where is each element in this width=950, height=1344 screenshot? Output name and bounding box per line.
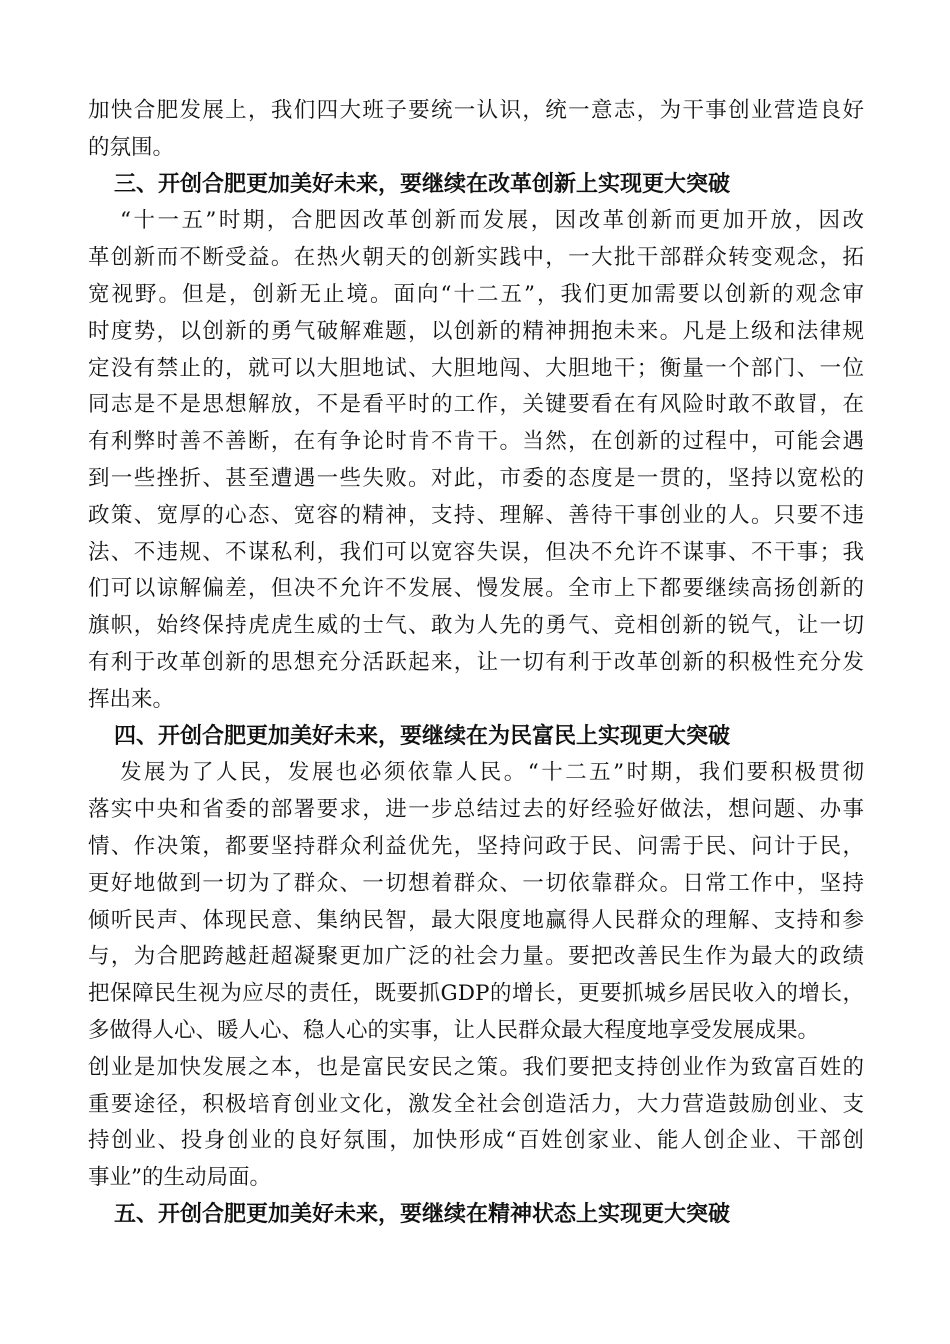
body-line: 加快合肥发展上，我们四大班子要统一认识，统一意志，为干事创业营造良好 <box>88 98 864 123</box>
section-heading-4: 四、开创合肥更加美好未来，要继续在为民富民上实现更大突破 <box>114 723 731 749</box>
body-line: 有利弊时善不善断，在有争论时肯不肯干。当然，在创新的过程中，可能会遇 <box>88 429 864 455</box>
body-line: 旗帜，始终保持虎虎生威的士气、敢为人先的勇气、竞相创新的锐气，让一切 <box>88 613 864 639</box>
body-line: 时度势，以创新的勇气破解难题，以创新的精神拥抱未来。凡是上级和法律规 <box>88 318 864 344</box>
body-line: 更好地做到一切为了群众、一切想着群众、一切依靠群众。日常工作中，坚持 <box>88 870 864 896</box>
section-heading-5: 五、开创合肥更加美好未来，要继续在精神状态上实现更大突破 <box>114 1201 731 1227</box>
body-line: 多做得人心、暖人心、稳人心的实事，让人民群众最大程度地享受发展成果。 <box>88 1017 820 1043</box>
body-line: 定没有禁止的，就可以大胆地试、大胆地闯、大胆地干；衡量一个部门、一位 <box>88 355 864 381</box>
body-line: 发展为了人民，发展也必须依靠人民。“十二五”时期，我们要积极贯彻 <box>120 760 864 786</box>
body-line: 情、作决策，都要坚持群众利益优先，坚持问政于民、问需于民、问计于民， <box>88 833 864 859</box>
body-line: 挥出来。 <box>88 686 175 712</box>
body-line: 到一些挫折、甚至遭遇一些失败。对此，市委的态度是一贯的，坚持以宽松的 <box>88 465 864 491</box>
body-line: 有利于改革创新的思想充分活跃起来，让一切有利于改革创新的积极性充分发 <box>88 649 864 675</box>
section-heading-3: 三、开创合肥更加美好未来，要继续在改革创新上实现更大突破 <box>114 171 731 197</box>
body-line: 持创业、投身创业的良好氛围，加快形成“百姓创家业、能人创企业、干部创 <box>88 1128 864 1154</box>
body-line: “十一五”时期，合肥因改革创新而发展，因改革创新而更加开放，因改 <box>120 208 864 234</box>
body-line: 们可以谅解偏差，但决不允许不发展、慢发展。全市上下都要继续高扬创新的 <box>88 576 864 602</box>
body-line: 事业”的生动局面。 <box>88 1165 271 1191</box>
body-line: 宽视野。但是，创新无止境。面向“十二五”，我们更加需要以创新的观念审 <box>88 281 864 307</box>
body-line: 倾听民声、体现民意、集纳民智，最大限度地赢得人民群众的理解、支持和参 <box>88 907 864 933</box>
body-line: 落实中央和省委的部署要求，进一步总结过去的好经验好做法，想问题、办事 <box>88 797 864 823</box>
body-line: 创业是加快发展之本，也是富民安民之策。我们要把支持创业作为致富百姓的 <box>88 1054 864 1080</box>
body-line: 政策、宽厚的心态、宽容的精神，支持、理解、善待干事创业的人。只要不违 <box>88 502 864 528</box>
body-line: 的氛围。 <box>88 134 175 160</box>
body-line: 同志是不是思想解放，不是看平时的工作，关键要看在有风险时敢不敢冒，在 <box>88 392 864 418</box>
document-page <box>88 93 864 1234</box>
body-line: 重要途径，积极培育创业文化，激发全社会创造活力，大力营造鼓励创业、支 <box>88 1091 864 1117</box>
body-line: 把保障民生视为应尽的责任，既要抓GDP的增长，更要抓城乡居民收入的增长， <box>88 981 864 1007</box>
body-line: 法、不违规、不谋私利，我们可以宽容失误，但决不允许不谋事、不干事；我 <box>88 539 864 565</box>
body-line: 革创新而不断受益。在热火朝天的创新实践中，一大批干部群众转变观念，拓 <box>88 245 864 271</box>
body-line: 与，为合肥跨越赶超凝聚更加广泛的社会力量。要把改善民生作为最大的政绩 <box>88 944 864 970</box>
